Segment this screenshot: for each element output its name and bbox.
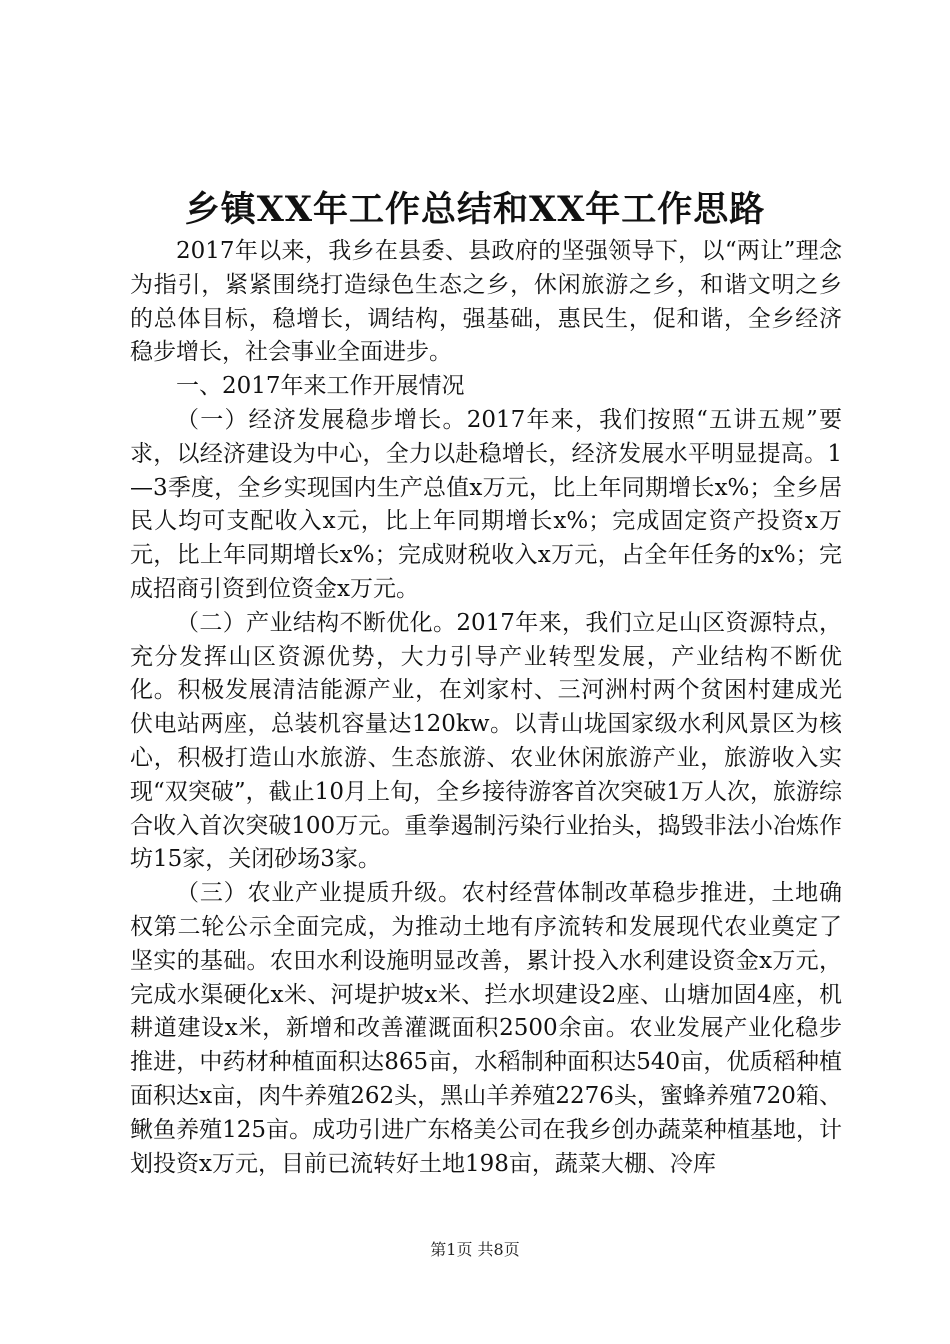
agriculture-paragraph: （三）农业产业提质升级。农村经营体制改革稳步推进，土地确权第二轮公示全面完成，为推动土地有序流转和发展现代农业奠定了坚实的基础。农田水利设施明显改善，累计投入水利建设资金x万元，完成水渠硬化x米、河堤护坡x米、拦水坝建设2座、山塘加固4座，机耕道建设x米，新增和改善灌溉面积2500余亩。农业发展产业化稳步推进，中药材种植面积达865亩，水稻制种面积达540亩，优质稻种植面积达x亩，肉牛养殖262头，黑山羊养殖2276头，蜜蜂养殖720箱、鳅鱼养殖125亩。成功引进广东格美公司在我乡创办蔬菜种植基地，计划投资x万元，目前已流转好土地198亩，蔬菜大棚、冷库 (130, 880, 842, 1177)
document-body (130, 235, 842, 1181)
industry-paragraph: （二）产业结构不断优化。2017年来，我们立足山区资源特点，充分发挥山区资源优势，大力引导产业转型发展，产业结构不断优化。积极发展清洁能源产业，在刘家村、三河洲村两个贫困村建成光伏电站两座，总装机容量达120kw。以青山垅国家级水利风景区为核心，积极打造山水旅游、生态旅游、农业休闲旅游产业，旅游收入实现“双突破”，截止10月上旬，全乡接待游客首次突破1万人次，旅游综合收入首次突破100万元。重拳遏制污染行业抬头，捣毁非法小冶炼作坊15家，关闭砂场3家。 (130, 609, 842, 873)
intro-paragraph: 2017年以来，我乡在县委、县政府的坚强领导下，以“两让”理念为指引，紧紧围绕打造绿色生态之乡，休闲旅游之乡，和谐文明之乡的总体目标，稳增长，调结构，强基础，惠民生，促和谐，全乡经济稳步增长，社会事业全面进步。 (130, 238, 842, 366)
section-heading: 一、2017年来工作开展情况 (176, 373, 465, 400)
economy-paragraph: （一）经济发展稳步增长。2017年来，我们按照“五讲五规”要求，以经济建设为中心，全力以赴稳增长，经济发展水平明显提高。1—3季度，全乡实现国内生产总值x万元，比上年同期增长x%；全乡居民人均可支配收入x元，比上年同期增长x%；完成固定资产投资x万元，比上年同期增长x%；完成财税收入x万元，占全年任务的x%；完成招商引资到位资金x万元。 (130, 406, 842, 602)
page-footer: 第1页 共8页 (430, 1240, 520, 1259)
document-title: 乡镇XX年工作总结和XX年工作思路 (184, 189, 766, 230)
